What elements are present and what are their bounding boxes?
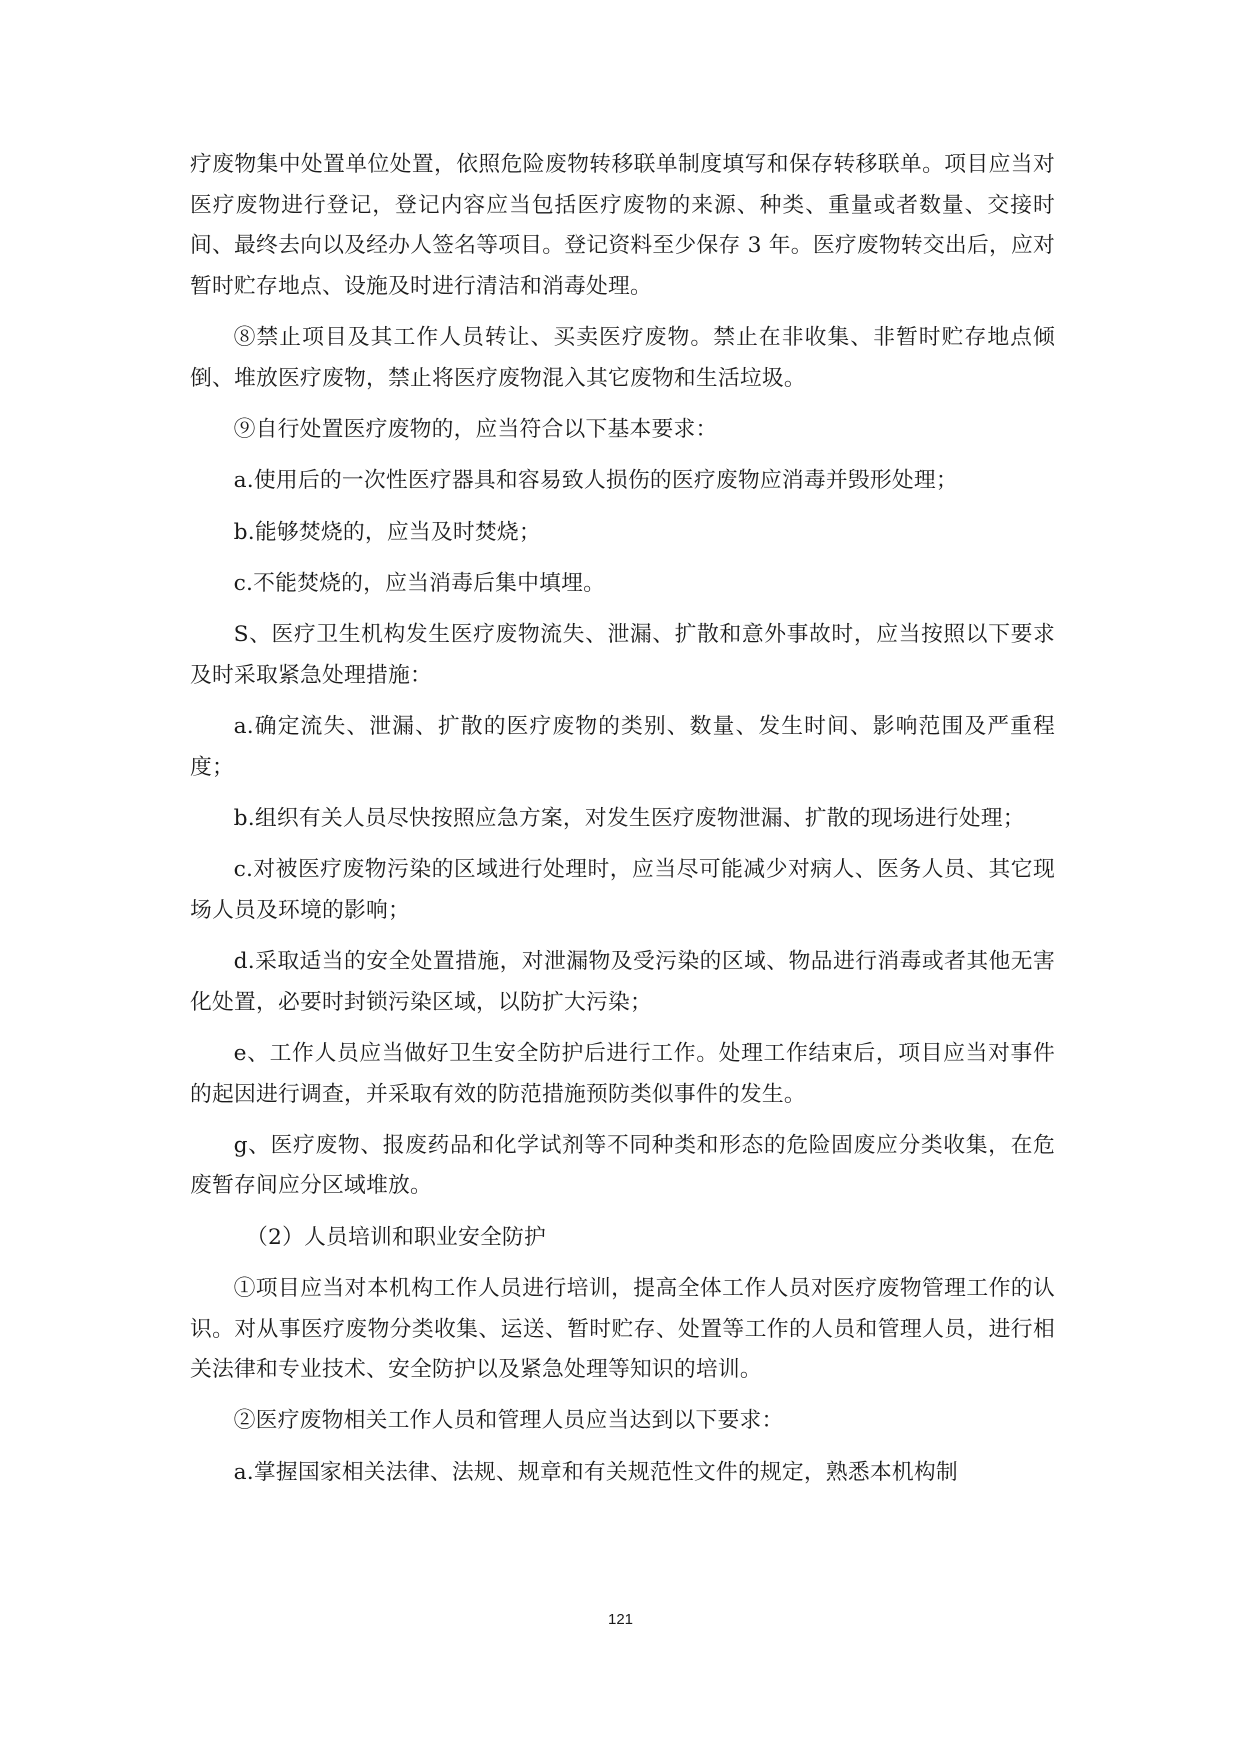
paragraph-training-2: ②医疗废物相关工作人员和管理人员应当达到以下要求：	[233, 1408, 784, 1434]
paragraph-disposal-registration: 疗废物集中处置单位处置，依照危险废物转移联单制度填写和保存转移联单。项目应当对医疗废物进行登记，登记内容应当包括医疗废物的来源、种类、重量或者数量、交接时间、最终去向以及经办人签名等项目。登记资料至少保存 3 年。医疗废物转交出后，应对暂时贮存地点、设施及时进行清洁和消毒处理。	[190, 152, 1055, 300]
paragraph-emergency-b: b.组织有关人员尽快按照应急方案，对发生医疗废物泄漏、扩散的现场进行处理；	[233, 805, 1025, 831]
paragraph-item-9a: a.使用后的一次性医疗器具和容易致人损伤的医疗废物应消毒并毁形处理；	[233, 468, 958, 494]
paragraph-emergency-c: c.对被医疗废物污染的区域进行处理时，应当尽可能减少对病人、医务人员、其它现场人员及环境的影响；	[190, 857, 1055, 923]
paragraph-training-2a: a.掌握国家相关法律、法规、规章和有关规范性文件的规定，熟悉本机构制	[233, 1459, 958, 1485]
paragraph-item-9b: b.能够焚烧的，应当及时焚烧；	[233, 519, 541, 545]
paragraph-training-1: ①项目应当对本机构工作人员进行培训，提高全体工作人员对医疗废物管理工作的认识。对从事医疗废物分类收集、运送、暂时贮存、处置等工作的人员和管理人员，进行相关法律和专业技术、安全防护以及紧急处理等知识的培训。	[190, 1275, 1055, 1383]
paragraph-item-9c: c.不能焚烧的，应当消毒后集中填埋。	[233, 570, 606, 596]
paragraph-item-9: ⑨自行处置医疗废物的，应当符合以下基本要求：	[233, 417, 718, 443]
page-number: 121	[607, 1611, 634, 1628]
paragraph-emergency-e: e、工作人员应当做好卫生安全防护后进行工作。处理工作结束后，项目应当对事件的起因进行调查，并采取有效的防范措施预防类似事件的发生。	[190, 1040, 1055, 1107]
paragraph-emergency-g: g、医疗废物、报废药品和化学试剂等不同种类和形态的危险固废应分类收集，在危废暂存间应分区域堆放。	[190, 1132, 1055, 1199]
section-heading-training: （2）人员培训和职业安全防护	[246, 1224, 547, 1250]
paragraph-emergency: S、医疗卫生机构发生医疗废物流失、泄漏、扩散和意外事故时，应当按照以下要求及时采取紧急处理措施：	[190, 622, 1055, 688]
document-body	[190, 145, 1055, 1504]
paragraph-item-8: ⑧禁止项目及其工作人员转让、买卖医疗废物。禁止在非收集、非暂时贮存地点倾倒、堆放医疗废物，禁止将医疗废物混入其它废物和生活垃圾。	[190, 325, 1055, 392]
paragraph-emergency-d: d.采取适当的安全处置措施，对泄漏物及受污染的区域、物品进行消毒或者其他无害化处置，必要时封锁污染区域，以防扩大污染；	[190, 948, 1055, 1015]
paragraph-emergency-a: a.确定流失、泄漏、扩散的医疗废物的类别、数量、发生时间、影响范围及严重程度；	[190, 713, 1055, 780]
